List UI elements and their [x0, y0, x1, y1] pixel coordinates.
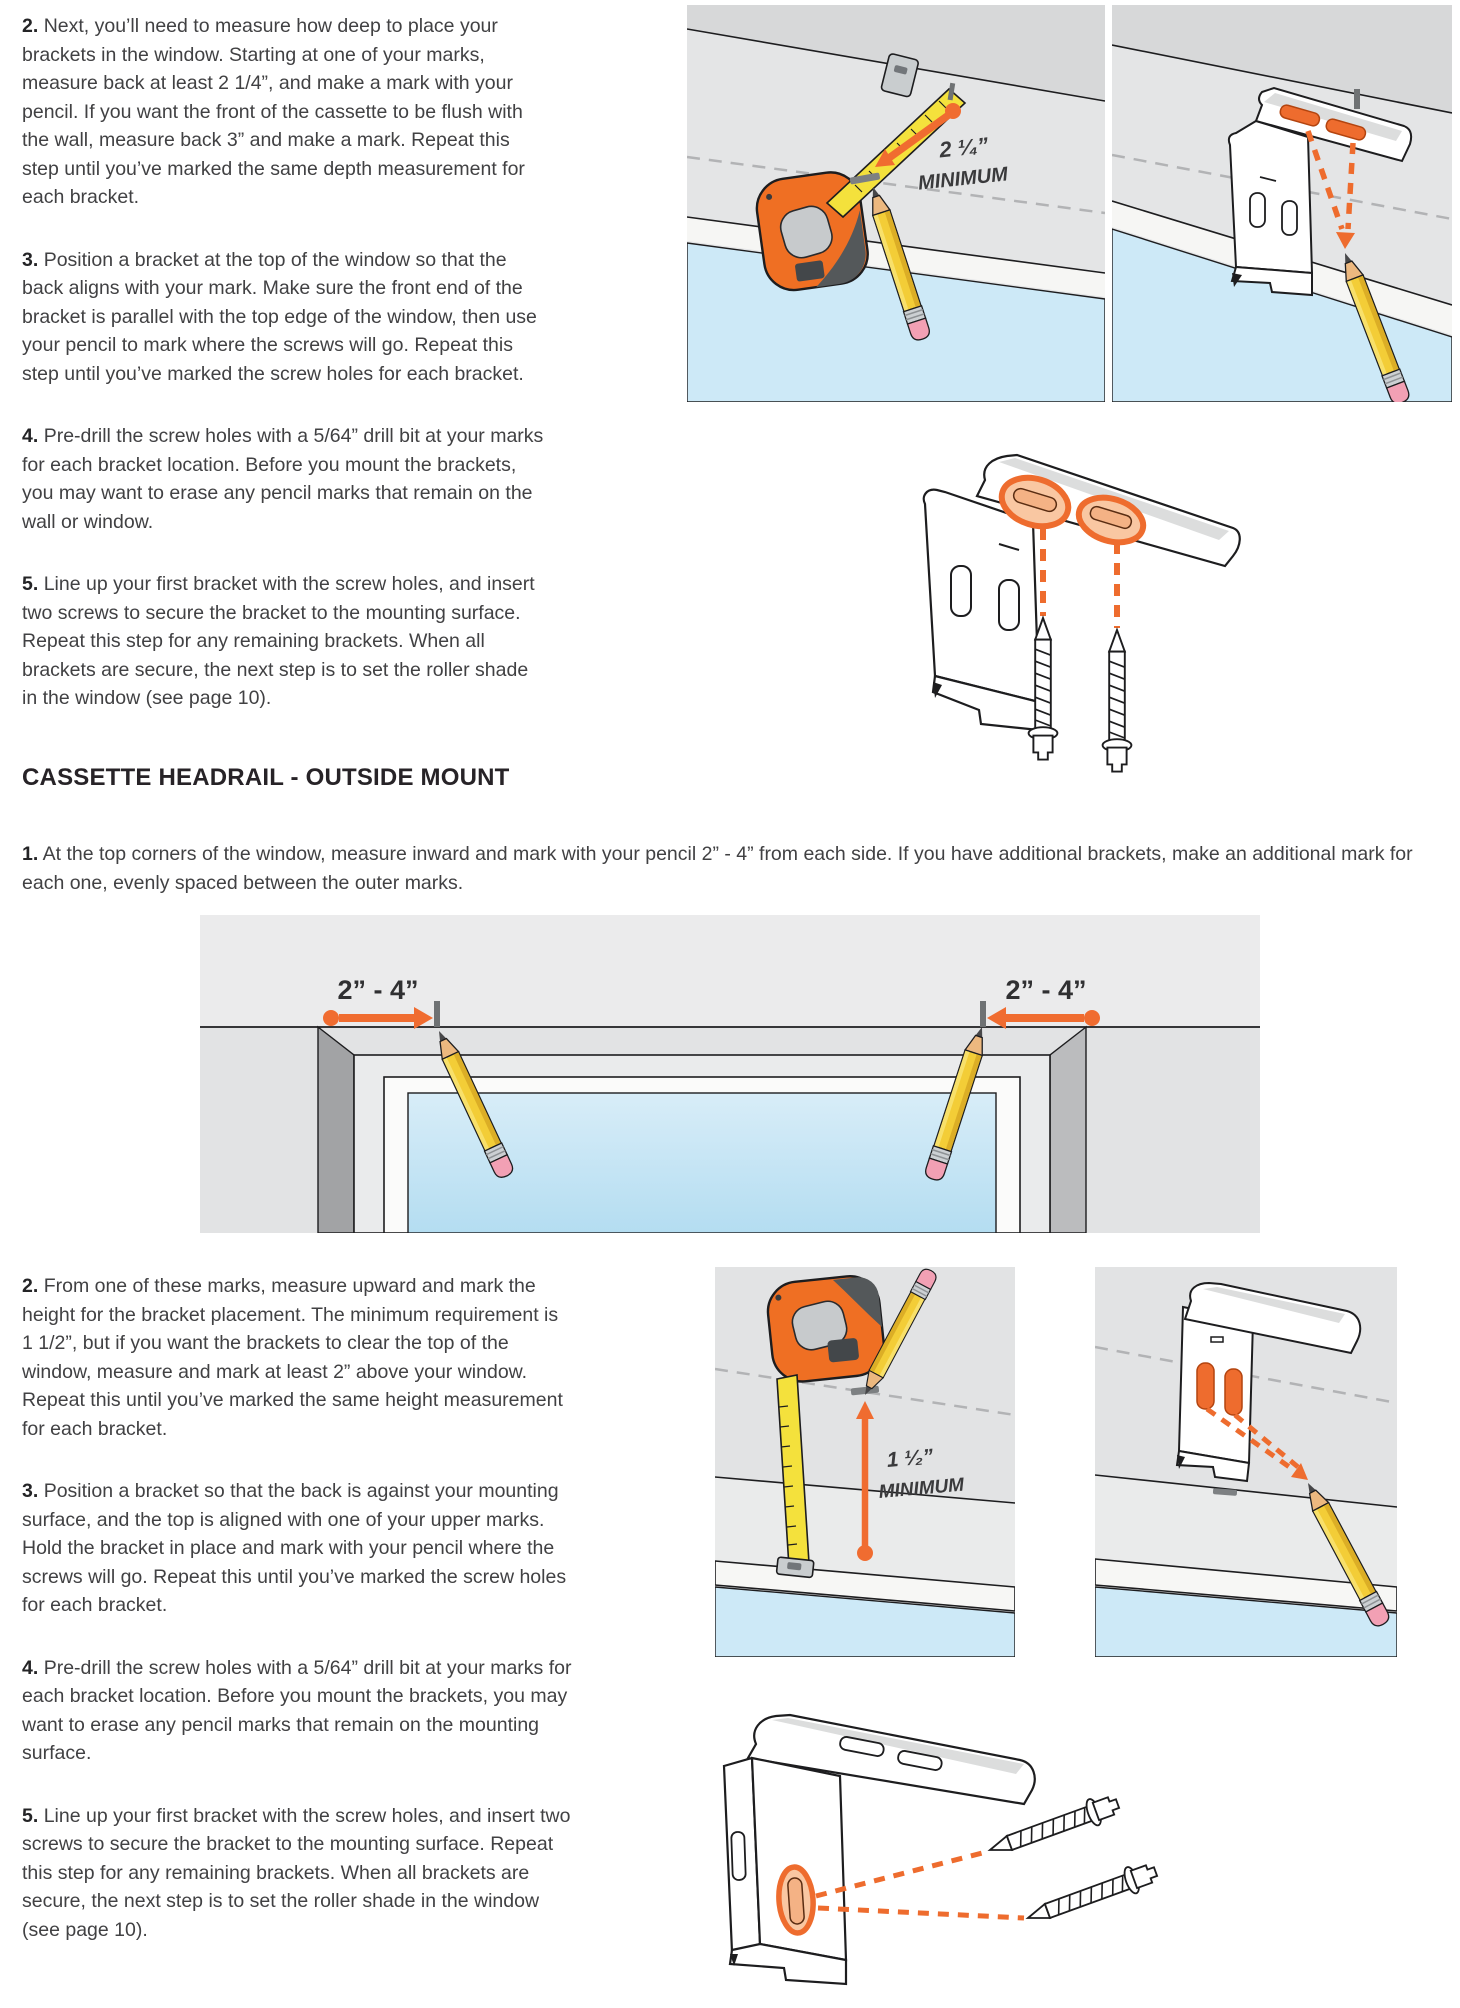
bracket-screws-outside-illustration [690, 1692, 1200, 2007]
step-text: Position a bracket so that the back is against your mounting surface, and the top is aligned with one of your upper marks. Hold the bracket in place and mark with your pencil where the screws will go. Repeat this until you’ve marked the screw holes for each bracket. [22, 1480, 567, 1616]
highlighted-slot-circle [777, 1866, 816, 1934]
step-paragraph [22, 1272, 574, 1443]
bracket-slot-highlighted [1225, 1369, 1242, 1415]
bracket-slot-highlighted [1197, 1363, 1214, 1409]
measurement-label: 1 ¹⁄₂” [885, 1444, 935, 1472]
pencil-mark-left [434, 1001, 440, 1027]
mark-screw-holes-inside-illustration [1112, 5, 1452, 402]
bracket-front-slot [1250, 193, 1265, 227]
bracket-front-slot [1282, 201, 1297, 235]
step-text: Pre-drill the screw holes with a 5/64” drill bit at your marks for each bracket location. Before you mount the brackets, you may want to erase any pencil marks that remain on the wall or window. [22, 425, 544, 533]
step-paragraph [22, 422, 546, 536]
outside-mount-steps-column [22, 1272, 574, 1978]
range-label-left: 2” - 4” [337, 975, 419, 1005]
inside-mount-steps-column [22, 12, 546, 747]
step-number: 1. [22, 843, 39, 865]
step-text: Next, you’ll need to measure how deep to place your brackets in the window. Starting at one of your marks, measure back at least 2 1/4”, and make a mark with your pencil. If you want the front of the cassette to be flush with the wall, measure back 3” and make a mark. Repeat this step until you’ve marked the same depth measurement for each bracket. [22, 15, 525, 208]
step-number: 2. [22, 15, 39, 37]
window-left-return [318, 1027, 354, 1233]
bracket-shape [924, 455, 1240, 730]
step-number: 3. [22, 248, 39, 271]
minimum-label: MINIMUM [877, 1474, 965, 1503]
step-number: 5. [22, 573, 39, 595]
existing-mark [1354, 89, 1360, 109]
step-paragraph [22, 246, 546, 389]
step-paragraph [22, 12, 546, 212]
step-text: Pre-drill the screw holes with a 5/64” drill bit at your marks for each bracket location. Before you mount the brackets, you may want to erase any pencil marks that remain on the mounting surface. [22, 1656, 572, 1764]
range-label-right: 2” - 4” [1005, 975, 1087, 1005]
section-heading: CASSETTE HEADRAIL - OUTSIDE MOUNT [22, 764, 510, 791]
tape-measure-icon [765, 1273, 887, 1384]
step-number: 4. [22, 1656, 39, 1679]
step-number: 4. [22, 425, 39, 447]
step-text: At the top corners of the window, measure inward and mark with your pencil 2” - 4” from each side. If you have additional brackets, make an additional mark for each one, evenly spaced between the outer marks. [22, 843, 1413, 894]
step-paragraph [22, 1654, 574, 1768]
step-text: Line up your first bracket with the screw holes, and insert two screws to secure the bracket to the mounting surface. Repeat this step for any remaining brackets. When all brackets are secure, the next step is to set the roller shade in the window (see page 10). [22, 1804, 571, 1941]
step-number: 3. [22, 1480, 39, 1502]
step-text: From one of these marks, measure upward and mark the height for the bracket placement. The minimum requirement is 1 1/2”, but if you want the brackets to clear the top of the window, measure and mark at least 2” above your window. Repeat this until you’ve marked the same height measurement for each bracket. [22, 1275, 563, 1440]
minimum-label: MINIMUM [916, 163, 1009, 195]
step-paragraph [22, 840, 1428, 897]
step-text: Position a bracket at the top of the window so that the back aligns with your mark. Make sure the front end of the bracket is parallel with the top edge of the window, then use your pencil to mark where the screws will go. Repeat this step until you’ve marked the screw holes for each bracket. [22, 248, 537, 385]
mark-screw-holes-outside-illustration [1095, 1267, 1397, 1657]
pencil-mark-right [980, 1001, 986, 1027]
screw-path-dashed-line [818, 1908, 1024, 1918]
screw-icon [1103, 630, 1132, 772]
tape-end-tab [776, 1557, 814, 1578]
measurement-label: 2 ¹⁄₄” [937, 132, 990, 163]
step-number: 5. [22, 1804, 39, 1827]
step-paragraph [22, 1802, 574, 1945]
step-paragraph [22, 570, 546, 713]
window-right-return [1050, 1027, 1086, 1233]
window-corner-marks-illustration [200, 915, 1260, 1233]
bracket-shape [724, 1715, 1035, 1984]
screw-icon [1023, 1859, 1160, 1931]
wall-upper [200, 915, 1260, 1027]
measure-height-illustration [715, 1267, 1015, 1657]
step-paragraph [22, 1477, 574, 1620]
bracket-front-slot [951, 566, 971, 616]
step-text: Line up your first bracket with the screw holes, and insert two screws to secure the bracket to the mounting surface. Repeat this step for any remaining brackets. When all brackets are secure, the next step is to set the roller shade in the window (see page 10). [22, 573, 535, 709]
step-number: 2. [22, 1275, 39, 1297]
bracket-side-slot [731, 1832, 746, 1880]
bracket-front-slot [999, 580, 1019, 630]
measure-depth-illustration [687, 5, 1105, 402]
bracket-screws-inside-illustration [915, 440, 1245, 795]
